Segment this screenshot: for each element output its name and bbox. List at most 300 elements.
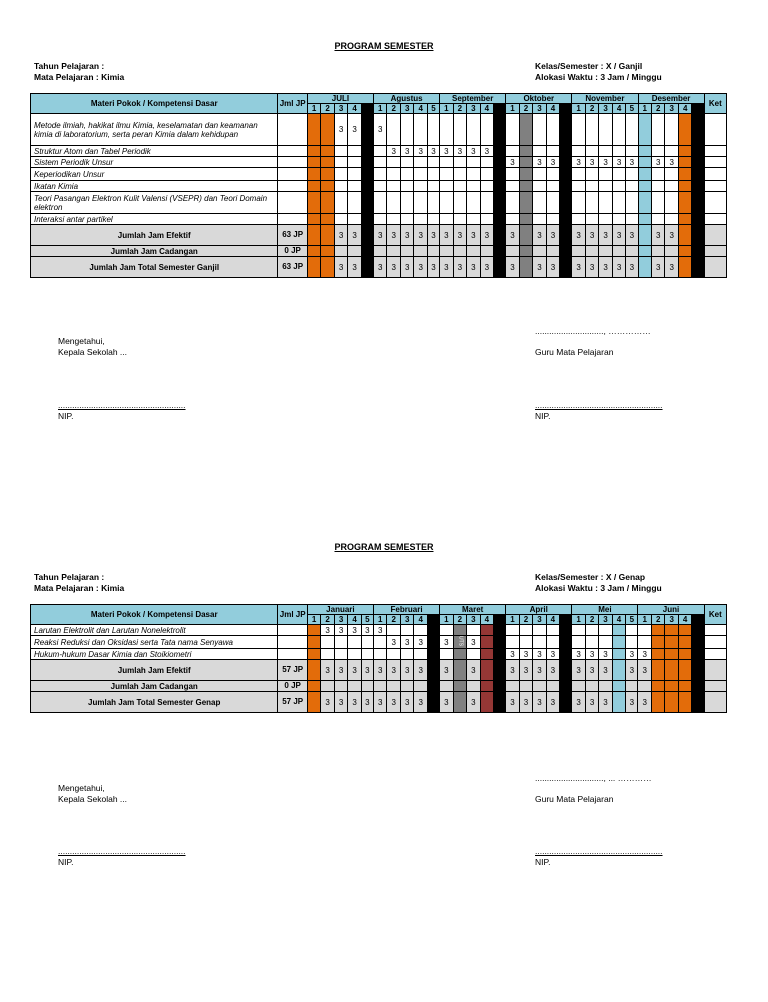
week-cell — [519, 192, 532, 214]
week-cell: 3 — [453, 257, 466, 278]
week-cell: 3 — [414, 257, 427, 278]
week-cell — [572, 146, 585, 157]
week-cell — [585, 681, 598, 692]
week-cell — [334, 192, 347, 214]
week-cell — [692, 192, 704, 214]
week-cell — [546, 192, 559, 214]
week-cell — [626, 246, 638, 257]
week-cell — [638, 146, 651, 157]
week-cell — [321, 181, 334, 192]
ket-cell — [704, 246, 726, 257]
week-cell: 3 — [453, 225, 466, 246]
week-cell — [414, 246, 427, 257]
ket-cell — [704, 114, 726, 146]
week-cell — [480, 649, 493, 660]
week-cell — [638, 114, 651, 146]
week-cell: 3 — [334, 660, 347, 681]
week-cell: 3 — [427, 146, 439, 157]
week-cell — [321, 681, 334, 692]
kepala-sekolah-label: Kepala Sekolah ... — [58, 794, 127, 804]
week-cell: 3 — [361, 692, 373, 713]
week-cell — [480, 114, 493, 146]
week-cell — [414, 625, 427, 636]
week-cell: 3 — [665, 225, 678, 246]
header-month: Maret — [440, 605, 506, 615]
jml-jp-cell — [278, 157, 307, 168]
materi-row — [31, 168, 727, 181]
sign-line: ...................................................... — [58, 846, 186, 856]
week-cell — [585, 114, 598, 146]
jml-jp-cell: 63 JP — [278, 225, 307, 246]
week-cell — [494, 214, 506, 225]
week-cell — [638, 214, 651, 225]
week-number: 2 — [387, 615, 400, 625]
week-cell: 3 — [348, 660, 361, 681]
jml-jp-cell — [278, 114, 307, 146]
week-cell: 3 — [506, 692, 519, 713]
week-cell — [414, 168, 427, 181]
week-cell — [348, 157, 361, 168]
materi-row — [31, 636, 727, 649]
week-cell — [427, 660, 439, 681]
week-cell: 3 — [414, 660, 427, 681]
header-materi: Materi Pokok / Kompetensi Dasar — [31, 94, 278, 114]
week-cell — [334, 157, 347, 168]
ket-cell — [704, 181, 726, 192]
week-cell — [400, 114, 413, 146]
week-cell — [467, 649, 480, 660]
week-cell — [321, 192, 334, 214]
week-number: 2 — [585, 104, 598, 114]
materi-row — [31, 649, 727, 660]
uts-marker: UTS — [457, 636, 464, 646]
signature-right-genap — [535, 773, 652, 805]
week-cell: 3 — [334, 257, 347, 278]
week-cell — [546, 181, 559, 192]
week-cell — [651, 660, 664, 681]
header-jml-jp: Jml JP — [278, 605, 307, 625]
week-cell — [638, 157, 651, 168]
week-cell: 3 — [387, 692, 400, 713]
materi-label: Reaksi Reduksi dan Oksidasi serta Tata nama Senyawa — [31, 636, 278, 649]
kepala-sekolah-label: Kepala Sekolah ... — [58, 347, 127, 357]
week-cell: 3 — [387, 636, 400, 649]
jml-jp-cell — [278, 636, 307, 649]
week-number: 3 — [400, 104, 413, 114]
week-cell — [414, 214, 427, 225]
week-cell — [400, 649, 413, 660]
week-cell — [361, 649, 373, 660]
week-cell: 3 — [546, 157, 559, 168]
week-cell — [348, 649, 361, 660]
week-cell — [480, 157, 493, 168]
week-cell — [361, 157, 373, 168]
week-cell: 3 — [599, 692, 612, 713]
week-cell — [427, 692, 439, 713]
week-cell — [361, 214, 373, 225]
week-cell — [665, 649, 678, 660]
week-cell — [361, 168, 373, 181]
week-cell — [440, 649, 453, 660]
week-cell — [585, 181, 598, 192]
week-cell — [321, 636, 334, 649]
summary-row — [31, 692, 727, 713]
week-cell — [427, 246, 439, 257]
week-cell — [560, 181, 572, 192]
week-cell — [387, 181, 400, 192]
header-ket: Ket — [704, 94, 726, 114]
header-month: April — [506, 605, 572, 615]
week-cell — [506, 246, 519, 257]
week-cell — [533, 181, 546, 192]
header-jml-jp: Jml JP — [278, 94, 307, 114]
header-materi: Materi Pokok / Kompetensi Dasar — [31, 605, 278, 625]
header-row — [31, 94, 727, 104]
week-cell: 3 — [440, 636, 453, 649]
week-cell: 3 — [440, 660, 453, 681]
week-cell — [665, 625, 678, 636]
summary-row — [31, 257, 727, 278]
week-number — [560, 104, 572, 114]
week-cell: 3 — [626, 692, 638, 713]
materi-label: Teori Pasangan Elektron Kulit Valensi (VSEPR) dan Teori Domain elektron — [31, 192, 278, 214]
week-cell: 3 — [400, 692, 413, 713]
week-cell: 3 — [480, 225, 493, 246]
week-number: 2 — [387, 104, 400, 114]
week-cell — [334, 681, 347, 692]
week-cell — [599, 146, 612, 157]
week-cell — [467, 157, 480, 168]
week-cell: 3 — [373, 625, 386, 636]
week-cell — [307, 146, 320, 157]
week-cell — [519, 181, 532, 192]
week-cell — [665, 192, 678, 214]
week-cell — [307, 114, 320, 146]
week-cell: 3 — [638, 660, 651, 681]
week-cell: 3 — [665, 257, 678, 278]
week-cell: 3 — [533, 649, 546, 660]
nip-label: NIP. — [58, 411, 74, 421]
week-cell: 3 — [414, 692, 427, 713]
week-cell — [361, 114, 373, 146]
week-cell — [612, 681, 625, 692]
materi-label: Interaksi antar partikel — [31, 214, 278, 225]
week-cell — [560, 660, 572, 681]
week-cell — [453, 246, 466, 257]
week-cell — [361, 681, 373, 692]
week-cell — [626, 636, 638, 649]
week-cell — [678, 636, 691, 649]
week-cell — [572, 625, 585, 636]
week-cell: 3 — [414, 146, 427, 157]
week-cell — [585, 625, 598, 636]
week-number: 5 — [626, 104, 638, 114]
week-cell: 3 — [533, 225, 546, 246]
week-cell — [400, 192, 413, 214]
week-cell — [506, 214, 519, 225]
mata-pelajaran: Mata Pelajaran : Kimia — [34, 583, 125, 593]
header-month: September — [440, 94, 506, 104]
week-cell: 3 — [533, 692, 546, 713]
week-cell — [400, 214, 413, 225]
week-cell — [427, 636, 439, 649]
week-cell: 3 — [414, 225, 427, 246]
week-cell: 3 — [626, 225, 638, 246]
week-cell — [651, 636, 664, 649]
week-cell — [626, 181, 638, 192]
week-cell — [467, 114, 480, 146]
week-number: 1 — [307, 615, 320, 625]
week-cell — [519, 246, 532, 257]
week-cell — [533, 114, 546, 146]
week-number: 1 — [572, 615, 585, 625]
week-cell: 3 — [572, 157, 585, 168]
materi-row — [31, 181, 727, 192]
week-cell — [494, 181, 506, 192]
week-cell — [651, 246, 664, 257]
week-cell — [560, 157, 572, 168]
week-cell — [467, 181, 480, 192]
summary-label: Jumlah Jam Cadangan — [31, 246, 278, 257]
summary-label: Jumlah Jam Cadangan — [31, 681, 278, 692]
week-cell — [480, 692, 493, 713]
week-number: 3 — [334, 615, 347, 625]
week-cell — [665, 181, 678, 192]
week-number: 2 — [453, 104, 466, 114]
week-cell — [506, 168, 519, 181]
header-month: November — [572, 94, 638, 104]
week-cell — [626, 168, 638, 181]
week-cell — [599, 181, 612, 192]
week-cell — [494, 114, 506, 146]
week-cell — [546, 681, 559, 692]
week-number — [494, 104, 506, 114]
mata-pelajaran: Mata Pelajaran : Kimia — [34, 72, 125, 82]
week-cell — [638, 625, 651, 636]
week-cell — [494, 625, 506, 636]
summary-row — [31, 660, 727, 681]
kelas-semester: Kelas/Semester : X / Genap — [535, 572, 646, 582]
week-cell — [692, 157, 704, 168]
week-cell — [440, 157, 453, 168]
week-cell — [572, 214, 585, 225]
week-cell: 3 — [400, 636, 413, 649]
alokasi-waktu: Alokasi Waktu : 3 Jam / Minggu — [535, 583, 662, 593]
sign-line: ...................................................... — [58, 400, 186, 410]
signature-left-ganjil — [58, 336, 127, 358]
week-cell: 3 — [467, 636, 480, 649]
week-number: 1 — [638, 615, 651, 625]
week-cell — [585, 214, 598, 225]
header-month: Februari — [373, 605, 439, 615]
week-number: 1 — [440, 615, 453, 625]
materi-label: Larutan Elektrolit dan Larutan Nonelektrolit — [31, 625, 278, 636]
ket-cell — [704, 660, 726, 681]
kelas-semester: Kelas/Semester : X / Ganjil — [535, 61, 643, 71]
week-cell — [321, 225, 334, 246]
week-cell: 3 — [651, 157, 664, 168]
week-cell — [560, 625, 572, 636]
week-cell — [612, 625, 625, 636]
week-number: 3 — [467, 104, 480, 114]
sign-line: ...................................................... — [535, 400, 663, 410]
header-month: Desember — [638, 94, 704, 104]
week-cell — [361, 146, 373, 157]
week-cell: 3 — [374, 257, 387, 278]
week-cell — [387, 246, 400, 257]
week-number: 1 — [374, 104, 387, 114]
week-cell — [692, 681, 704, 692]
info-left-ganjil — [34, 61, 124, 83]
week-cell: 3 — [599, 257, 612, 278]
materi-row — [31, 214, 727, 225]
week-cell — [651, 681, 664, 692]
week-number: 5 — [427, 104, 439, 114]
week-cell — [307, 257, 320, 278]
week-cell — [638, 257, 651, 278]
week-cell — [440, 168, 453, 181]
week-cell — [453, 681, 466, 692]
jml-jp-cell — [278, 625, 307, 636]
week-cell: 3 — [546, 257, 559, 278]
week-cell — [480, 660, 493, 681]
week-cell — [506, 625, 519, 636]
week-cell: 3 — [387, 660, 400, 681]
week-cell — [373, 681, 386, 692]
week-number — [692, 615, 704, 625]
week-cell — [572, 246, 585, 257]
materi-row — [31, 146, 727, 157]
week-cell — [599, 625, 612, 636]
week-cell — [612, 114, 625, 146]
week-cell — [560, 692, 572, 713]
week-cell — [480, 246, 493, 257]
week-cell — [480, 192, 493, 214]
week-cell — [519, 114, 532, 146]
week-cell: 3 — [334, 625, 347, 636]
week-cell: 3 — [334, 225, 347, 246]
week-cell — [692, 214, 704, 225]
jml-jp-cell — [278, 649, 307, 660]
week-cell — [334, 649, 347, 660]
week-cell — [626, 681, 638, 692]
week-cell — [387, 649, 400, 660]
uts-marker: UTS — [509, 168, 516, 178]
week-cell — [494, 649, 506, 660]
week-cell — [307, 214, 320, 225]
week-cell — [692, 692, 704, 713]
week-cell — [307, 157, 320, 168]
ket-cell — [704, 146, 726, 157]
week-cell — [560, 681, 572, 692]
week-cell: 3 — [480, 257, 493, 278]
week-number — [560, 615, 572, 625]
week-cell — [506, 192, 519, 214]
week-number: 5 — [626, 615, 638, 625]
week-cell — [480, 625, 493, 636]
week-cell — [334, 246, 347, 257]
week-cell — [572, 181, 585, 192]
week-cell — [453, 114, 466, 146]
week-cell — [494, 257, 506, 278]
week-cell — [321, 214, 334, 225]
ket-cell — [704, 636, 726, 649]
week-cell: 3 — [626, 157, 638, 168]
week-cell — [678, 225, 691, 246]
date-line: ............................., …………… — [535, 326, 651, 336]
week-cell — [612, 246, 625, 257]
week-cell — [467, 681, 480, 692]
week-cell — [692, 625, 704, 636]
summary-label: Jumlah Jam Efektif — [31, 660, 278, 681]
week-cell — [651, 192, 664, 214]
week-cell — [427, 168, 439, 181]
week-cell — [692, 114, 704, 146]
week-cell — [626, 146, 638, 157]
info-right-ganjil — [535, 61, 662, 83]
page-title-ganjil: PROGRAM SEMESTER — [334, 41, 434, 51]
week-cell — [665, 168, 678, 181]
week-cell — [427, 214, 439, 225]
week-number: 3 — [467, 615, 480, 625]
week-cell: 3 — [453, 146, 466, 157]
week-cell — [400, 246, 413, 257]
week-cell — [334, 214, 347, 225]
signature-right-ganjil — [535, 326, 651, 358]
week-cell: 3 — [519, 649, 532, 660]
week-cell — [599, 168, 612, 181]
week-cell — [678, 625, 691, 636]
week-cell — [440, 114, 453, 146]
week-cell — [678, 157, 691, 168]
nip-label: NIP. — [58, 857, 74, 867]
week-cell — [678, 681, 691, 692]
week-cell — [560, 214, 572, 225]
week-cell: 3 — [651, 225, 664, 246]
week-cell — [519, 257, 532, 278]
week-cell — [400, 168, 413, 181]
week-cell — [440, 181, 453, 192]
week-cell — [453, 181, 466, 192]
week-cell — [494, 246, 506, 257]
jml-jp-cell: 0 JP — [278, 246, 307, 257]
week-cell — [361, 181, 373, 192]
week-cell — [494, 692, 506, 713]
week-cell — [348, 181, 361, 192]
week-cell — [626, 114, 638, 146]
nip-label: NIP. — [535, 857, 551, 867]
week-cell: 3 — [467, 660, 480, 681]
week-cell — [506, 146, 519, 157]
week-number: 4 — [612, 104, 625, 114]
program-table-ganjil — [30, 93, 727, 278]
ket-cell — [704, 681, 726, 692]
week-cell: 3 — [599, 157, 612, 168]
week-cell: 3 — [533, 157, 546, 168]
tahun-pelajaran: Tahun Pelajaran : — [34, 61, 105, 71]
week-cell — [453, 649, 466, 660]
week-cell: 3 — [348, 692, 361, 713]
week-number — [494, 615, 506, 625]
week-cell — [427, 114, 439, 146]
week-number: 4 — [678, 104, 691, 114]
week-cell — [387, 114, 400, 146]
week-cell: 3 — [480, 146, 493, 157]
sign-block-left-genap — [58, 846, 186, 868]
week-cell — [585, 168, 598, 181]
week-cell — [546, 168, 559, 181]
week-cell: 3 — [373, 660, 386, 681]
